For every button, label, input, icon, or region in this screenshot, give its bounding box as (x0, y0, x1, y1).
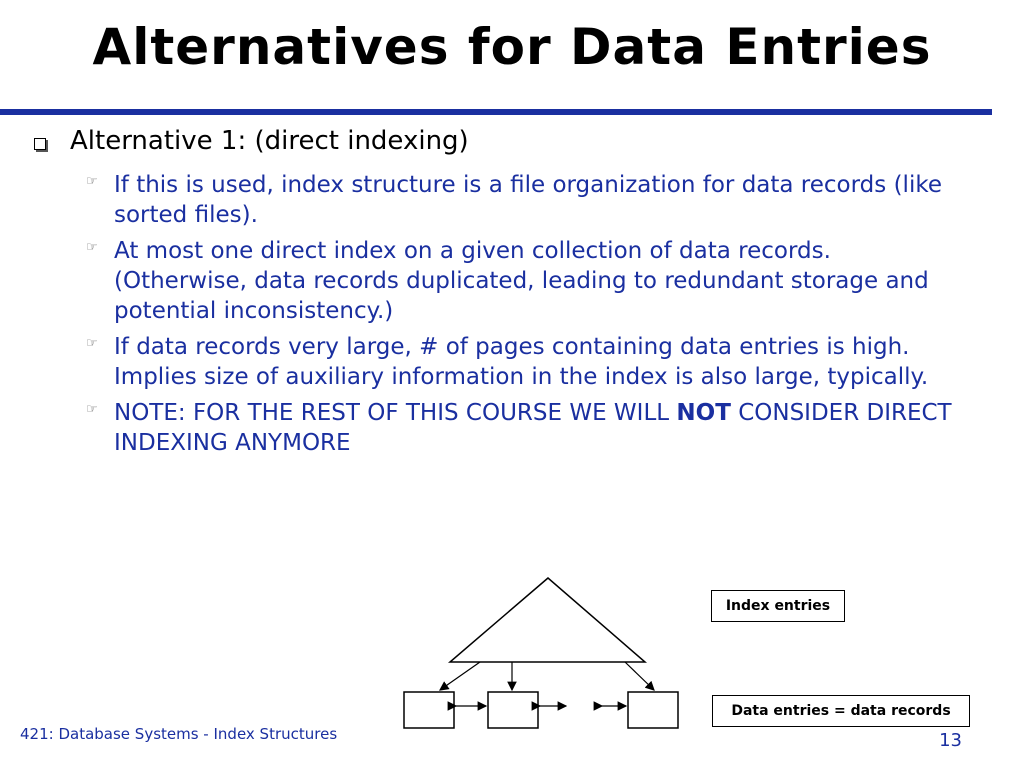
pointing-hand-icon: ☞ (86, 336, 98, 351)
sub-bullet (86, 332, 966, 392)
main-bullet (34, 126, 469, 156)
index-diagram (400, 570, 700, 735)
pointing-hand-icon: ☞ (86, 402, 98, 417)
note-text-before: NOTE: FOR THE REST OF THIS COURSE WE WILL (114, 400, 677, 426)
title-divider (0, 109, 992, 115)
sub-bullet-text (114, 398, 966, 458)
sub-bullet-text: If this is used, index structure is a file organization for data records (like sorted files). (114, 172, 942, 228)
footer-course: 421: Database Systems - Index Structures (20, 725, 338, 743)
note-text-after: CONSIDER DIRECT INDEXING ANYMORE (114, 400, 952, 456)
main-bullet-text: Alternative 1: (direct indexing) (70, 126, 469, 156)
sub-bullet (86, 170, 966, 230)
page-number: 13 (939, 730, 962, 751)
note-emphasis: NOT (676, 400, 731, 426)
data-page-box (628, 692, 678, 728)
sub-bullet (86, 398, 966, 458)
index-tree-triangle (450, 578, 645, 662)
index-entries-label: Index entries (711, 590, 845, 622)
data-page-box (404, 692, 454, 728)
pointing-hand-icon: ☞ (86, 240, 98, 255)
pointing-hand-icon: ☞ (86, 174, 98, 189)
square-bullet-icon (34, 138, 46, 150)
sub-bullet-list (86, 170, 966, 464)
slide-title: Alternatives for Data Entries (92, 18, 932, 76)
data-entries-label: Data entries = data records (712, 695, 970, 727)
data-page-box (488, 692, 538, 728)
sub-bullet-text: If data records very large, # of pages containing data entries is high. Implies size of auxiliary information in the index is also large, typically. (114, 334, 929, 390)
sub-bullet (86, 236, 966, 326)
sub-bullet-text: At most one direct index on a given collection of data records. (Otherwise, data records duplicated, leading to redundant storage and potential inconsistency.) (114, 238, 929, 324)
